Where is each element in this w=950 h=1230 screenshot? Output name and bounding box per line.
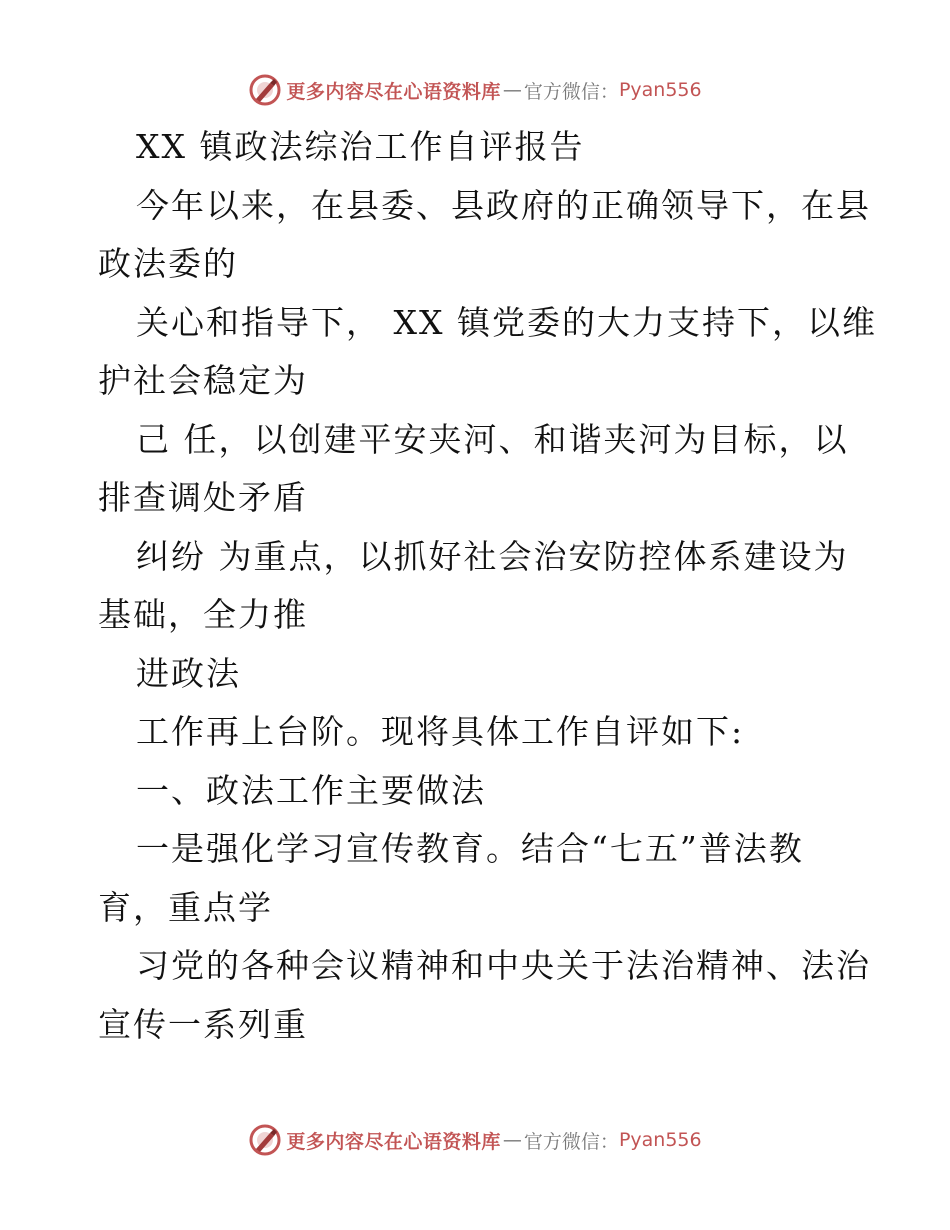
document-line: 一是强化学习宣传教育。结合“七五”普法教 bbox=[136, 829, 804, 868]
watermark-text: 更多内容尽在心语资料库 bbox=[286, 1130, 501, 1153]
watermark-separator: — bbox=[502, 79, 522, 101]
watermark-wechat-label: 官方微信： bbox=[523, 1130, 619, 1153]
watermark-wechat-label: 官方微信： bbox=[523, 80, 619, 103]
document-line: 今年以来，在县委、县政府的正确领导下，在县 bbox=[136, 185, 871, 225]
document-line: 进政法 bbox=[136, 653, 241, 693]
pen-logo-icon bbox=[248, 1123, 282, 1157]
document-line: 一、政法工作主要做法 bbox=[136, 770, 486, 810]
watermark-separator: — bbox=[502, 1129, 522, 1151]
document-line: 护社会稳定为 bbox=[98, 361, 308, 400]
document-line: 工作再上台阶。现将具体工作自评如下: bbox=[136, 712, 745, 751]
document-title: XX 镇政法综治工作自评报告 bbox=[136, 127, 585, 166]
watermark-wechat-id: Pyan556 bbox=[618, 1129, 702, 1151]
document-line: 育，重点学 bbox=[98, 887, 273, 927]
footer-watermark bbox=[0, 1120, 950, 1160]
document-line: 己 任，以创建平安夹河、和谐夹河为目标，以 bbox=[136, 419, 849, 459]
document-line: 纠纷 为重点，以抓好社会治安防控体系建设为 bbox=[136, 536, 849, 576]
document-line: 关心和指导下， XX 镇党委的大力支持下，以维 bbox=[136, 302, 877, 342]
document-line: 习党的各种会议精神和中央关于法治精神、法治 bbox=[136, 946, 871, 985]
document-line: 基础，全力推 bbox=[98, 595, 308, 634]
pen-logo-icon bbox=[248, 73, 282, 107]
document-body bbox=[98, 118, 877, 1054]
document-line: 排查调处矛盾 bbox=[98, 478, 308, 517]
document-line: 宣传一系列重 bbox=[98, 1004, 308, 1044]
watermark-text: 更多内容尽在心语资料库 bbox=[286, 80, 501, 103]
watermark-wechat-id: Pyan556 bbox=[618, 79, 702, 101]
document-line: 政法委的 bbox=[98, 244, 238, 283]
header-watermark bbox=[0, 70, 950, 110]
